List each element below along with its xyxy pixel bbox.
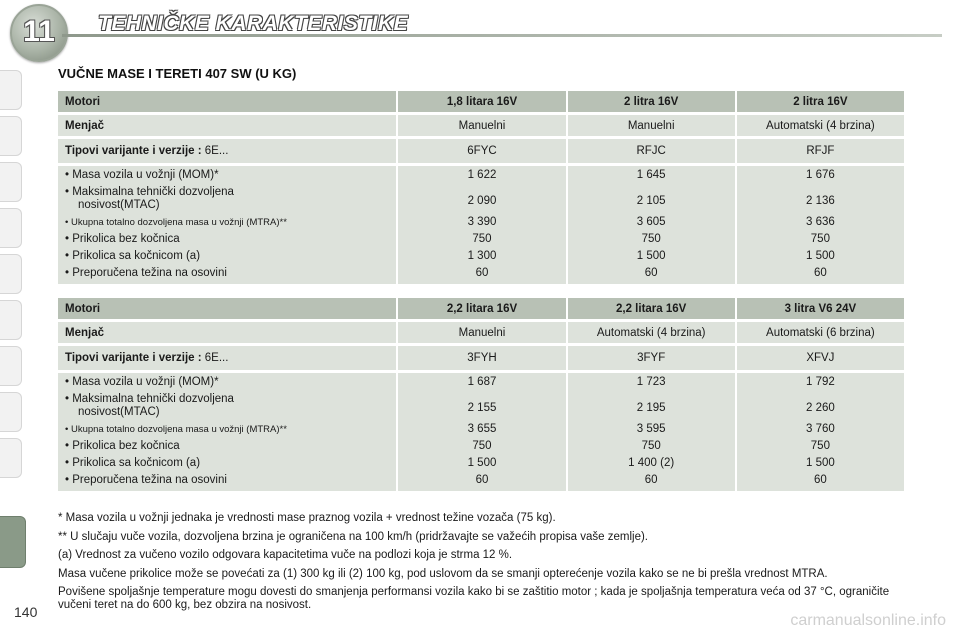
value-cell: 2 195	[636, 402, 666, 414]
chapter-tab[interactable]	[0, 438, 22, 478]
value-cell: 60	[475, 474, 489, 486]
table-row	[58, 346, 904, 370]
footnote: Povišene spoljašnje temperature mogu dovesti do smanjenja performansi vozila kako bi se zaštitio motor ; kada je spoljašnja temperatura veća od 37 °C, ograničite vučeni teret na do 600 kg, bez obzira na nosivost.	[58, 586, 890, 611]
value-cell: 1 723	[636, 376, 666, 388]
row-label: • Prikolica sa kočnicom (a)	[65, 457, 201, 469]
data-labels	[58, 373, 396, 491]
tip-prefix: 6E...	[201, 352, 229, 364]
row-label: • Masa vozila u vožnji (MOM)*	[65, 169, 219, 181]
chapter-tab[interactable]	[0, 254, 22, 294]
row-label: • Prikolica sa kočnicom (a)	[65, 250, 201, 262]
row-label: • Prikolica bez kočnica	[65, 233, 180, 245]
value-cell: 1 400 (2)	[628, 457, 675, 469]
value-cell: 60	[644, 474, 658, 486]
footnotes	[58, 512, 904, 617]
menjac-cell: Automatski (4 brzina)	[735, 115, 904, 136]
value-cell: 1 300	[467, 250, 497, 262]
value-cell: 750	[641, 233, 661, 245]
row-label: • Maksimalna tehnički dozvoljena	[65, 393, 234, 405]
footnote: * Masa vozila u vožnji jednaka je vrednosti mase praznog vozila + vrednost težine vozača (75 kg).	[58, 512, 556, 524]
tip-prefix: 6E...	[201, 145, 229, 157]
value-cell: 60	[813, 267, 827, 279]
value-cell: 2 090	[467, 195, 497, 207]
chapter-tab-strip	[0, 60, 26, 580]
menjac-label: Menjač	[58, 322, 396, 343]
menjac-cell: Manuelni	[396, 322, 565, 343]
value-cell: 1 645	[636, 169, 666, 181]
table-row	[58, 298, 904, 319]
data-column	[396, 166, 565, 284]
value-cell: 750	[472, 233, 492, 245]
value-cell: 60	[644, 267, 658, 279]
chapter-tab[interactable]	[0, 116, 22, 156]
value-cell: 3 595	[636, 423, 666, 435]
menjac-cell: Manuelni	[566, 115, 735, 136]
data-column	[566, 166, 735, 284]
chapter-tab[interactable]	[0, 162, 22, 202]
row-label: • Preporučena težina na osovini	[65, 267, 227, 279]
weights-table-1	[58, 91, 904, 284]
data-labels	[58, 166, 396, 284]
table-row	[58, 322, 904, 343]
motor-label: Motori	[58, 91, 396, 112]
motor-cell: 3 litra V6 24V	[735, 298, 904, 319]
menjac-cell: Manuelni	[396, 115, 565, 136]
row-label: • Masa vozila u vožnji (MOM)*	[65, 376, 219, 388]
row-label: • Ukupna totalno dozvoljena masa u vožnji (MTRA)**	[65, 217, 287, 228]
chapter-tab[interactable]	[0, 70, 22, 110]
table-row	[58, 139, 904, 163]
tip-cell: RFJC	[566, 139, 735, 163]
chapter-title: TEHNIČKE KARAKTERISTIKE	[98, 12, 409, 35]
value-cell: 2 260	[805, 402, 835, 414]
row-label: nosivost(MTAC)	[78, 406, 160, 418]
table-row	[58, 166, 904, 284]
data-column	[735, 373, 904, 491]
row-label: • Prikolica bez kočnica	[65, 440, 180, 452]
value-cell: 1 792	[805, 376, 835, 388]
row-label: nosivost(MTAC)	[78, 199, 160, 211]
data-column	[735, 166, 904, 284]
motor-cell: 2 litra 16V	[566, 91, 735, 112]
menjac-label: Menjač	[58, 115, 396, 136]
value-cell: 1 687	[467, 376, 497, 388]
table-row	[58, 373, 904, 491]
value-cell: 3 760	[805, 423, 835, 435]
table-row	[58, 115, 904, 136]
footnote: ** U slučaju vuče vozila, dozvoljena brzina je ograničena na 100 km/h (pridržavajte se važećih propisa vaše zemlje).	[58, 530, 648, 543]
value-cell: 750	[810, 440, 830, 452]
chapter-number: 11	[23, 15, 55, 48]
tip-label: Tipovi varijante i verzije :	[65, 145, 202, 157]
motor-cell: 2,2 litara 16V	[396, 298, 565, 319]
tip-label: Tipovi varijante i verzije :	[65, 352, 202, 364]
row-label: • Ukupna totalno dozvoljena masa u vožnji (MTRA)**	[65, 424, 287, 435]
value-cell: 3 605	[636, 216, 666, 228]
motor-cell: 1,8 litara 16V	[396, 91, 565, 112]
tip-cell: XFVJ	[735, 346, 904, 370]
row-label: • Preporučena težina na osovini	[65, 474, 227, 486]
menjac-cell: Automatski (4 brzina)	[566, 322, 735, 343]
chapter-badge	[10, 4, 68, 62]
value-cell: 3 655	[467, 423, 497, 435]
footnote: Masa vučene prikolice može se povećati za (1) 300 kg ili (2) 100 kg, pod uslovom da se smanji opterećenje vozila kako se ne bi prešla vrednost MTRA.	[58, 567, 828, 580]
value-cell: 3 390	[467, 216, 497, 228]
value-cell: 1 622	[467, 169, 497, 181]
motor-cell: 2 litra 16V	[735, 91, 904, 112]
value-cell: 2 105	[636, 195, 666, 207]
menjac-cell: Automatski (6 brzina)	[735, 322, 904, 343]
value-cell: 1 500	[467, 457, 497, 469]
motor-cell: 2,2 litara 16V	[566, 298, 735, 319]
tip-cell: 3FYF	[566, 346, 735, 370]
weights-table-2	[58, 298, 904, 491]
motor-label: Motori	[58, 298, 396, 319]
footnote: (a) Vrednost za vučeno vozilo odgovara kapacitetima vuče na podlozi koja je strma 12 %.	[58, 549, 513, 561]
chapter-tab[interactable]	[0, 208, 22, 248]
row-label: • Maksimalna tehnički dozvoljena	[65, 186, 234, 198]
tip-label-cell	[58, 346, 396, 370]
chapter-tab[interactable]	[0, 392, 22, 432]
value-cell: 2 155	[467, 402, 497, 414]
tip-cell: 6FYC	[396, 139, 565, 163]
data-column	[396, 373, 565, 491]
value-cell: 2 136	[805, 195, 835, 207]
value-cell: 750	[641, 440, 661, 452]
value-cell: 1 500	[636, 250, 666, 262]
value-cell: 1 676	[805, 169, 835, 181]
value-cell: 750	[472, 440, 492, 452]
table-row	[58, 91, 904, 112]
value-cell: 3 636	[805, 216, 835, 228]
chapter-tab[interactable]	[0, 300, 22, 340]
data-column	[566, 373, 735, 491]
page-number: 140	[14, 604, 38, 620]
chapter-tab[interactable]	[0, 346, 22, 386]
value-cell: 1 500	[805, 250, 835, 262]
value-cell: 750	[810, 233, 830, 245]
tip-label-cell	[58, 139, 396, 163]
section-title: VUČNE MASE I TERETI 407 SW (U KG)	[58, 66, 297, 81]
tip-cell: RFJF	[735, 139, 904, 163]
chapter-header	[0, 0, 960, 60]
value-cell: 60	[475, 267, 489, 279]
value-cell: 1 500	[805, 457, 835, 469]
chapter-tab-active[interactable]	[0, 516, 26, 568]
value-cell: 60	[813, 474, 827, 486]
watermark: carmanualsonline.info	[790, 612, 946, 629]
tip-cell: 3FYH	[396, 346, 565, 370]
